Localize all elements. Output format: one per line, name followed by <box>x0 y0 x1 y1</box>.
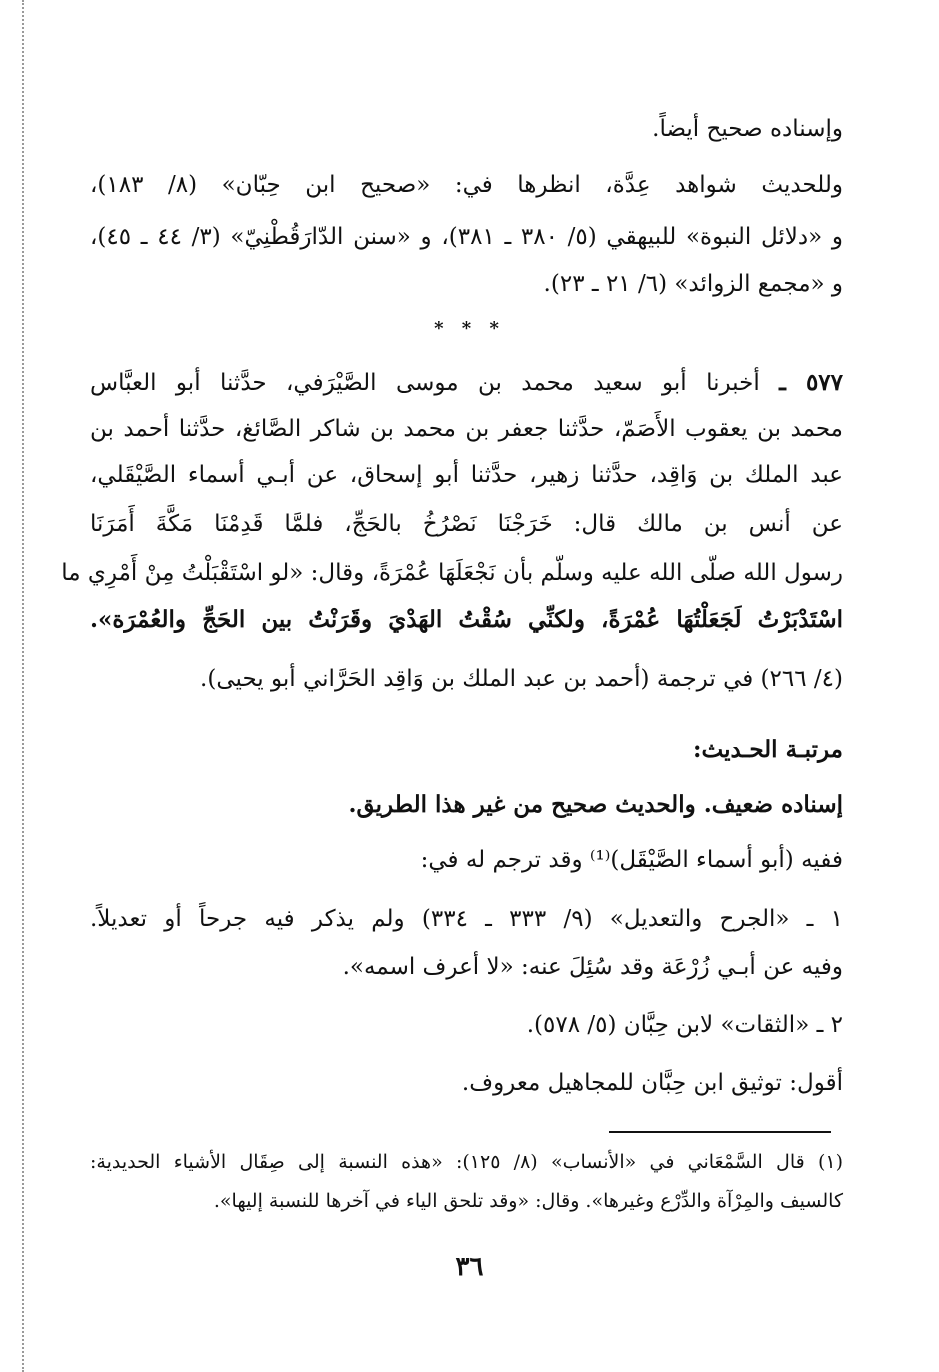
footnote-line-1: (١) قال السَّمْعَاني في «الأنساب» (٨/ ١٢٥): «هذه النسبة إلى صِقَال الأشياء الحديدية: <box>90 1151 843 1173</box>
text-line-13: ففيه (أبو أسماء الصَّيْقَل)⁽¹⁾ وقد ترجم له في: <box>420 847 843 873</box>
text-line-10: اسْتَدْبَرْتُ لَجَعَلْتُهَا عُمْرَةً، ولكنِّي سُقْتُ الهَدْيَ وقَرَنْتُ بين الحَجِّ والعُمْرَة». <box>90 606 843 633</box>
text-line-2: وللحديث شواهد عِدَّة، انظرها في: «صحيح ابن حِبّان» (٨/ ١٨٣)، <box>90 172 843 198</box>
text-line-11: (٤/ ٢٦٦) في ترجمة (أحمد بن عبد الملك بن وَاقِد الحَرَّاني أبو يحيى). <box>200 666 843 692</box>
hadith-577-first-line <box>90 366 843 400</box>
page-number: ٣٦ <box>455 1252 484 1282</box>
text-line-12: إسناده ضعيف. والحديث صحيح من غير هذا الطريق. <box>348 791 843 818</box>
text-line-16: ٢ ـ «الثقات» لابن حِبَّان (٥/ ٥٧٨). <box>526 1012 843 1038</box>
section-heading: مرتبـة الحـديث: <box>693 736 843 763</box>
section-separator: * * * <box>434 318 505 339</box>
text-line-4: و «مجمع الزوائد» (٦/ ٢١ ـ ٢٣). <box>543 271 843 297</box>
hadith-chain-text: أخبرنا أبو سعيد محمد بن موسى الصَّيْرَفي، حدَّثنا أبو العبَّاس <box>90 370 760 396</box>
text-line-15: وفيه عن أبـي زُرْعَة وقد سُئِلَ عنه: «لا أعرف اسمه». <box>342 954 843 980</box>
footnote-line-2: كالسيف والمِرْآة والدِّرْع وغيرها». وقال: «وقد تلحق الياء في آخرها للنسبة إليها». <box>213 1190 843 1212</box>
margin-dotted-line <box>22 0 26 1372</box>
hadith-number: ٥٧٧ ـ <box>779 369 844 396</box>
text-line-8: عن أنس بن مالك قال: خَرَجْنَا نَصْرُخُ بالحَجِّ، فلمَّا قَدِمْنَا مَكَّةَ أَمَرَنَا <box>90 511 843 537</box>
text-line-14: ١ ـ «الجرح والتعديل» (٩/ ٣٣٣ ـ ٣٣٤) ولم يذكر فيه جرحاً أو تعديلاً. <box>90 906 843 932</box>
text-line-1: وإسناده صحيح أيضاً. <box>652 116 843 142</box>
footnote-rule <box>609 1131 831 1133</box>
text-line-9: رسول الله صلّى الله عليه وسلّم بأن نَجْعَلَهَا عُمْرَةً، وقال: «لو اسْتَقْبَلْتُ مِنْ أَمْرِي ما <box>61 560 843 586</box>
text-line-7: عبد الملك بن وَاقِد، حدَّثنا زهير، حدَّثنا أبو إسحاق، عن أبـي أسماء الصَّيْقَلي، <box>90 462 843 488</box>
text-line-3: و «دلائل النبوة» للبيهقي (٥/ ٣٨٠ ـ ٣٨١)، و «سنن الدّارَقُطْنِيّ» (٣/ ٤٤ ـ ٤٥)، <box>90 224 843 250</box>
text-line-17: أقول: توثيق ابن حِبَّان للمجاهيل معروف. <box>461 1070 843 1096</box>
text-line-6: محمد بن يعقوب الأَصَمّ، حدَّثنا جعفر بن محمد بن شاكر الصَّائغ، حدَّثنا أحمد بن <box>90 416 843 442</box>
